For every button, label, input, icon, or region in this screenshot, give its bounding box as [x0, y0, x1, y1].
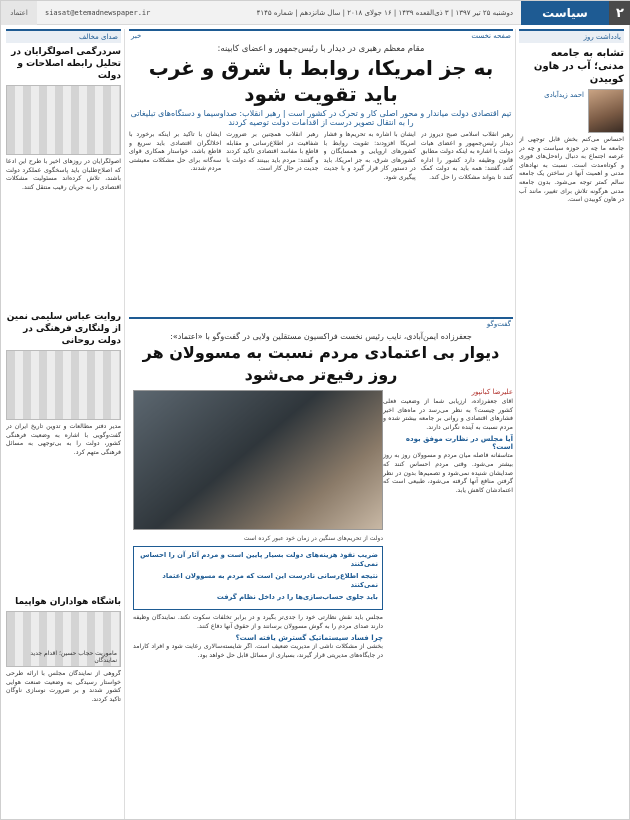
byline: [519, 89, 624, 133]
right-column: [515, 29, 627, 819]
dateline-bar: [37, 1, 521, 25]
story-image: [6, 611, 121, 667]
article-column: رهبر انقلاب اسلامی صبح دیروز در دیدار رئیس‌جمهور و اعضای هیات دولت با اشاره به اینکه دولت مطابق قانون وظیفه دارد کشور را اداره کند، گفتند: همه باید به دولت کمک کنند تا بتواند مشکلات را حل کند.: [420, 131, 513, 181]
section-email[interactable]: siasat@etemadnewspaper.ir: [45, 8, 151, 17]
pull-quote: نتیجه اطلاع‌رسانی نادرست این است که مردم به مسوولان اعتماد نمی‌کنند: [162, 572, 378, 589]
column-kicker: یادداشت روز: [519, 29, 624, 43]
author-portrait: [588, 89, 624, 133]
interview-paragraph: آقای جعفرزاده، ارزیابی شما از وضعیت فعلی کشور چیست؟ به نظر می‌رسد در ماه‌های اخیر فشارهای اقتصادی و روانی بر جامعه بیشتر شده و مردم نسبت به آینده نگرانی دارند.: [383, 398, 513, 431]
left-column: [3, 29, 125, 819]
interview-kicker: گفت‌وگو: [486, 320, 511, 328]
story-image: [6, 85, 121, 155]
news-strip: [129, 29, 513, 41]
story-body: گروهی از نمایندگان مجلس با ارائه طرحی خواستار رسیدگی به وضعیت صنعت هوایی کشور شدند و بر ضرورت نوسازی ناوگان تاکید کردند.: [6, 670, 121, 703]
reporter-name: علیرضا کبانپور: [471, 388, 513, 396]
photo-caption: دولت از تحریم‌های سنگین در زمان خود عبور کرده است: [243, 535, 383, 542]
story-body: مدیر دفتر مطالعات و تدوین تاریخ ایران در گفت‌وگویی با اشاره به وضعیت فرهنگی کشور، دولت را به بی‌توجهی به مسائل فرهنگی متهم کرد.: [6, 423, 121, 456]
main-content: [129, 29, 513, 819]
issue-date: دوشنبه ۲۵ تیر ۱۳۹۷ | ۳ ذی‌القعده ۱۴۳۹ | ۱۶ جولای ۲۰۱۸ | سال شانزدهم | شماره ۴۱۴۵: [256, 8, 513, 17]
interview-headline: دیوار بی اعتمادی مردم نسبت به مسوولان هر روز رفیع‌تر می‌شود: [142, 343, 500, 384]
interview-question: چرا فساد سیستماتیک گسترش یافته است؟: [235, 634, 383, 643]
photo-caption-wrap: [133, 533, 383, 660]
interview-question: آیا مجلس در نظارت موفق بوده است؟: [405, 435, 513, 452]
headline-lead: تیم اقتصادی دولت میاندار و محور اصلی کار و تحرک در کشور است | رهبر انقلاب: صداوسیما و دستگاه‌های تبلیغاتی را به انتقال تصویر درست از اقدامات دولت توصیه کردند: [130, 109, 512, 127]
story-image-caption: ماموریت حجاب حسین؛ اقدام جدید نمایندگان: [30, 650, 117, 664]
column-title: تشابه به جامعه مدنی؛ آب در هاون کوبیدن: [533, 48, 624, 85]
story-title: باشگاه هواداران هواپیما: [15, 597, 121, 607]
pull-quote: ضریب نفوذ هزینه‌های دولت بسیار پایین است و مردم آثار آن را احساس نمی‌کنند: [140, 551, 378, 568]
headline-supra: مقام معظم رهبری در دیدار با رئیس‌جمهور و اعضای کابینه:: [217, 44, 425, 54]
lead-article-columns: [129, 131, 513, 311]
story-body: اصولگرایان در روزهای اخیر با طرح این ادعا که اصلاح‌طلبان باید پاسخگوی عملکرد دولت باشند، تلاش کرده‌اند مسئولیت مشکلات اقتصادی را به جریان رقیب منتقل کنند.: [6, 158, 121, 191]
story-image: [6, 350, 121, 420]
interview-paragraph: مجلس باید نقش نظارتی خود را جدی‌تر بگیرد و در برابر تخلفات سکوت نکند. نمایندگان وظیفه دارند صدای مردم را به گوش مسوولان برسانند و از حقوق آنها دفاع کنند.: [133, 614, 383, 630]
page-number: ۲: [609, 1, 630, 25]
interview-body: [129, 386, 513, 820]
interview-photo: [133, 390, 383, 530]
interview-paragraph: متاسفانه فاصله میان مردم و مسوولان روز به روز بیشتر می‌شود. وقتی مردم احساس کنند که صدایشان شنیده نمی‌شود و تصمیم‌ها بدون در نظر گرفتن منافع آنها گرفته می‌شود، طبیعی است که اعتمادشان کاهش یابد.: [383, 452, 513, 494]
story-title: روایت عباس سلیمی نمین از ولنگاری فرهنگی در دولت روحانی: [6, 312, 121, 346]
author-name: احمد زیدآبادی: [544, 91, 584, 99]
interview-supra: جعفرزاده ایمن‌آبادی، نایب رئیس نخست فراکسیون مستقلین ولایی در گفت‌وگو با «اعتماد»:: [170, 332, 472, 341]
main-headline: به جز امریکا، روابط با شرق و غرب باید تقویت شود: [148, 56, 494, 106]
strip-label-right: صفحه نخست: [471, 32, 511, 40]
article-column: ایشان با اشاره به تحریم‌ها و فشار امریکا افزودند: تقویت روابط با کشورهای اروپایی و همسایگان و کشورهای شرق، به جز امریکا، باید در دستور کار قرار گیرد و با جدیت پیگیری شود.: [323, 131, 416, 181]
strip-label-left: خبر: [131, 32, 142, 40]
pull-quote-box: [133, 546, 383, 610]
article-column: رهبر انقلاب همچنین بر ضرورت شفافیت در اطلاع‌رسانی و مقابله قاطع با مفاسد اقتصادی تاکید کردند و گفتند: مردم باید ببینند که دولت با جدیت در حال کار است.: [226, 131, 319, 173]
left-kicker: صدای مخالف: [6, 29, 121, 43]
pull-quote: باید جلوی حساب‌سازی‌ها را در داخل نظام گرفت: [216, 593, 378, 601]
article-column: ایشان با تاکید بر اینکه برخورد با اخلالگران اقتصادی باید سریع و قاطع باشد، خواستار همکاری قوای سه‌گانه برای حل مشکلات معیشتی مردم شدند.: [129, 131, 222, 173]
newspaper-logo: اعتماد: [1, 1, 37, 25]
interview-paragraph: بخشی از مشکلات ناشی از مدیریت ضعیف است. اگر شایسته‌سالاری رعایت شود و افراد کارآمد در جایگاه‌های مدیریتی قرار گیرند، بسیاری از مسائل قابل حل خواهد بود.: [133, 643, 383, 659]
column-body: احساس می‌کنم بخش قابل توجهی از جامعه ما چه در حوزه سیاست و چه در عرصه اجتماع به دنبال راه‌حل‌های فوری و کوتاه‌مدت است. نسبت به نهادهای مدنی و اهمیت آنها در ساختن یک جامعه سالم کمتر توجه می‌شود. بدون جامعه مدنی هرگونه تلاش برای تغییر، مانند آب در هاون کوبیدن است.: [519, 136, 624, 204]
interview-strip: [129, 317, 513, 329]
page-header: [1, 1, 630, 25]
story-title: سردرگمی اصولگرایان در تحلیل رابطه اصلاحات و دولت: [11, 47, 121, 81]
section-title: سیاست: [521, 1, 609, 25]
